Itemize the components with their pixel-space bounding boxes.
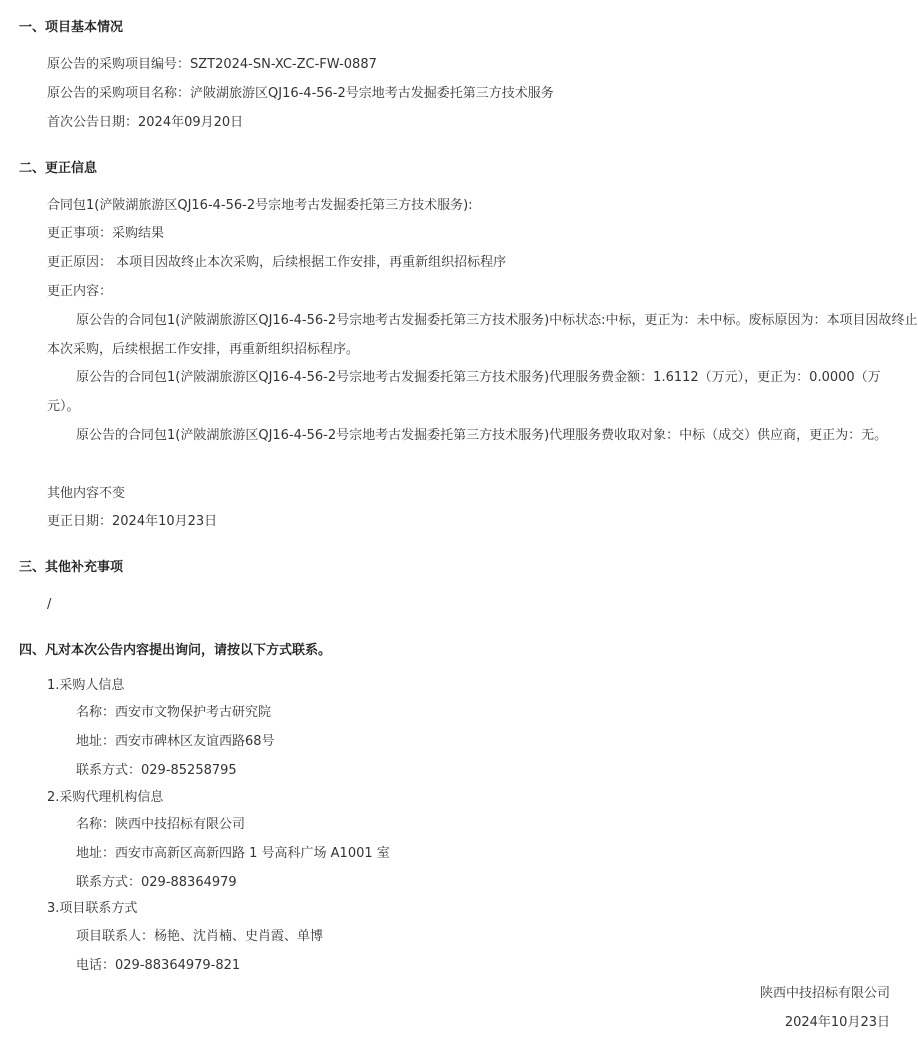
footer-company: 陕西中技招标有限公司 [759, 986, 890, 1001]
section-1-heading: 一、项目基本情况 [19, 20, 124, 35]
correction-content-1-line-1: 原公告的合同包1(浐陂湖旅游区QJ16-4-56-2号宗地考古发掘委托第三方技术服务)中标状态:中标，更正为：未中标。废标原因为：本项目因故终止 [76, 313, 918, 328]
section-2-heading: 二、更正信息 [19, 161, 98, 176]
agency-contact: 联系方式：029-88364979 [76, 875, 237, 890]
purchaser-address: 地址：西安市碑林区友谊西路68号 [76, 734, 275, 749]
agency-info-title: 2.采购代理机构信息 [47, 790, 164, 805]
supplementary-content: / [47, 597, 52, 612]
correction-reason: 更正原因： 本项目因故终止本次采购，后续根据工作安排，再重新组织招标程序 [47, 255, 507, 270]
purchaser-name: 名称：西安市文物保护考古研究院 [76, 705, 272, 720]
first-announcement-date: 首次公告日期：2024年09月20日 [47, 115, 244, 130]
project-contact-title: 3.项目联系方式 [47, 901, 138, 916]
correction-content-3: 原公告的合同包1(浐陂湖旅游区QJ16-4-56-2号宗地考古发掘委托第三方技术服务)代理服务费收取对象：中标（成交）供应商，更正为：无。 [76, 428, 888, 443]
agency-address: 地址：西安市高新区高新四路 1 号高科广场 A1001 室 [76, 846, 390, 861]
correction-package: 合同包1(浐陂湖旅游区QJ16-4-56-2号宗地考古发掘委托第三方技术服务): [47, 198, 473, 213]
correction-date: 更正日期：2024年10月23日 [47, 514, 218, 529]
correction-content-2-line-1: 原公告的合同包1(浐陂湖旅游区QJ16-4-56-2号宗地考古发掘委托第三方技术服务)代理服务费金额：1.6112（万元），更正为：0.0000（万 [76, 370, 881, 385]
other-content-unchanged: 其他内容不变 [47, 486, 126, 501]
section-4-heading: 四、凡对本次公告内容提出询问，请按以下方式联系。 [19, 643, 332, 658]
purchaser-contact: 联系方式：029-85258795 [76, 763, 237, 778]
project-phone: 电话：029-88364979-821 [76, 958, 241, 973]
agency-name: 名称：陕西中技招标有限公司 [76, 817, 246, 832]
project-number: 原公告的采购项目编号：SZT2024-SN-XC-ZC-FW-0887 [47, 57, 377, 72]
project-contact-people: 项目联系人：杨艳、沈肖楠、史肖霞、单博 [76, 929, 324, 944]
correction-content-2-line-2: 元）。 [47, 399, 80, 414]
footer-date: 2024年10月23日 [784, 1015, 890, 1030]
correction-item: 更正事项：采购结果 [47, 226, 165, 241]
project-name: 原公告的采购项目名称：浐陂湖旅游区QJ16-4-56-2号宗地考古发掘委托第三方技术服务 [47, 86, 554, 101]
purchaser-info-title: 1.采购人信息 [47, 678, 125, 693]
correction-content-label: 更正内容： [47, 284, 113, 299]
correction-content-1-line-2: 本次采购，后续根据工作安排，再重新组织招标程序。 [47, 342, 360, 357]
section-3-heading: 三、其他补充事项 [19, 560, 124, 575]
